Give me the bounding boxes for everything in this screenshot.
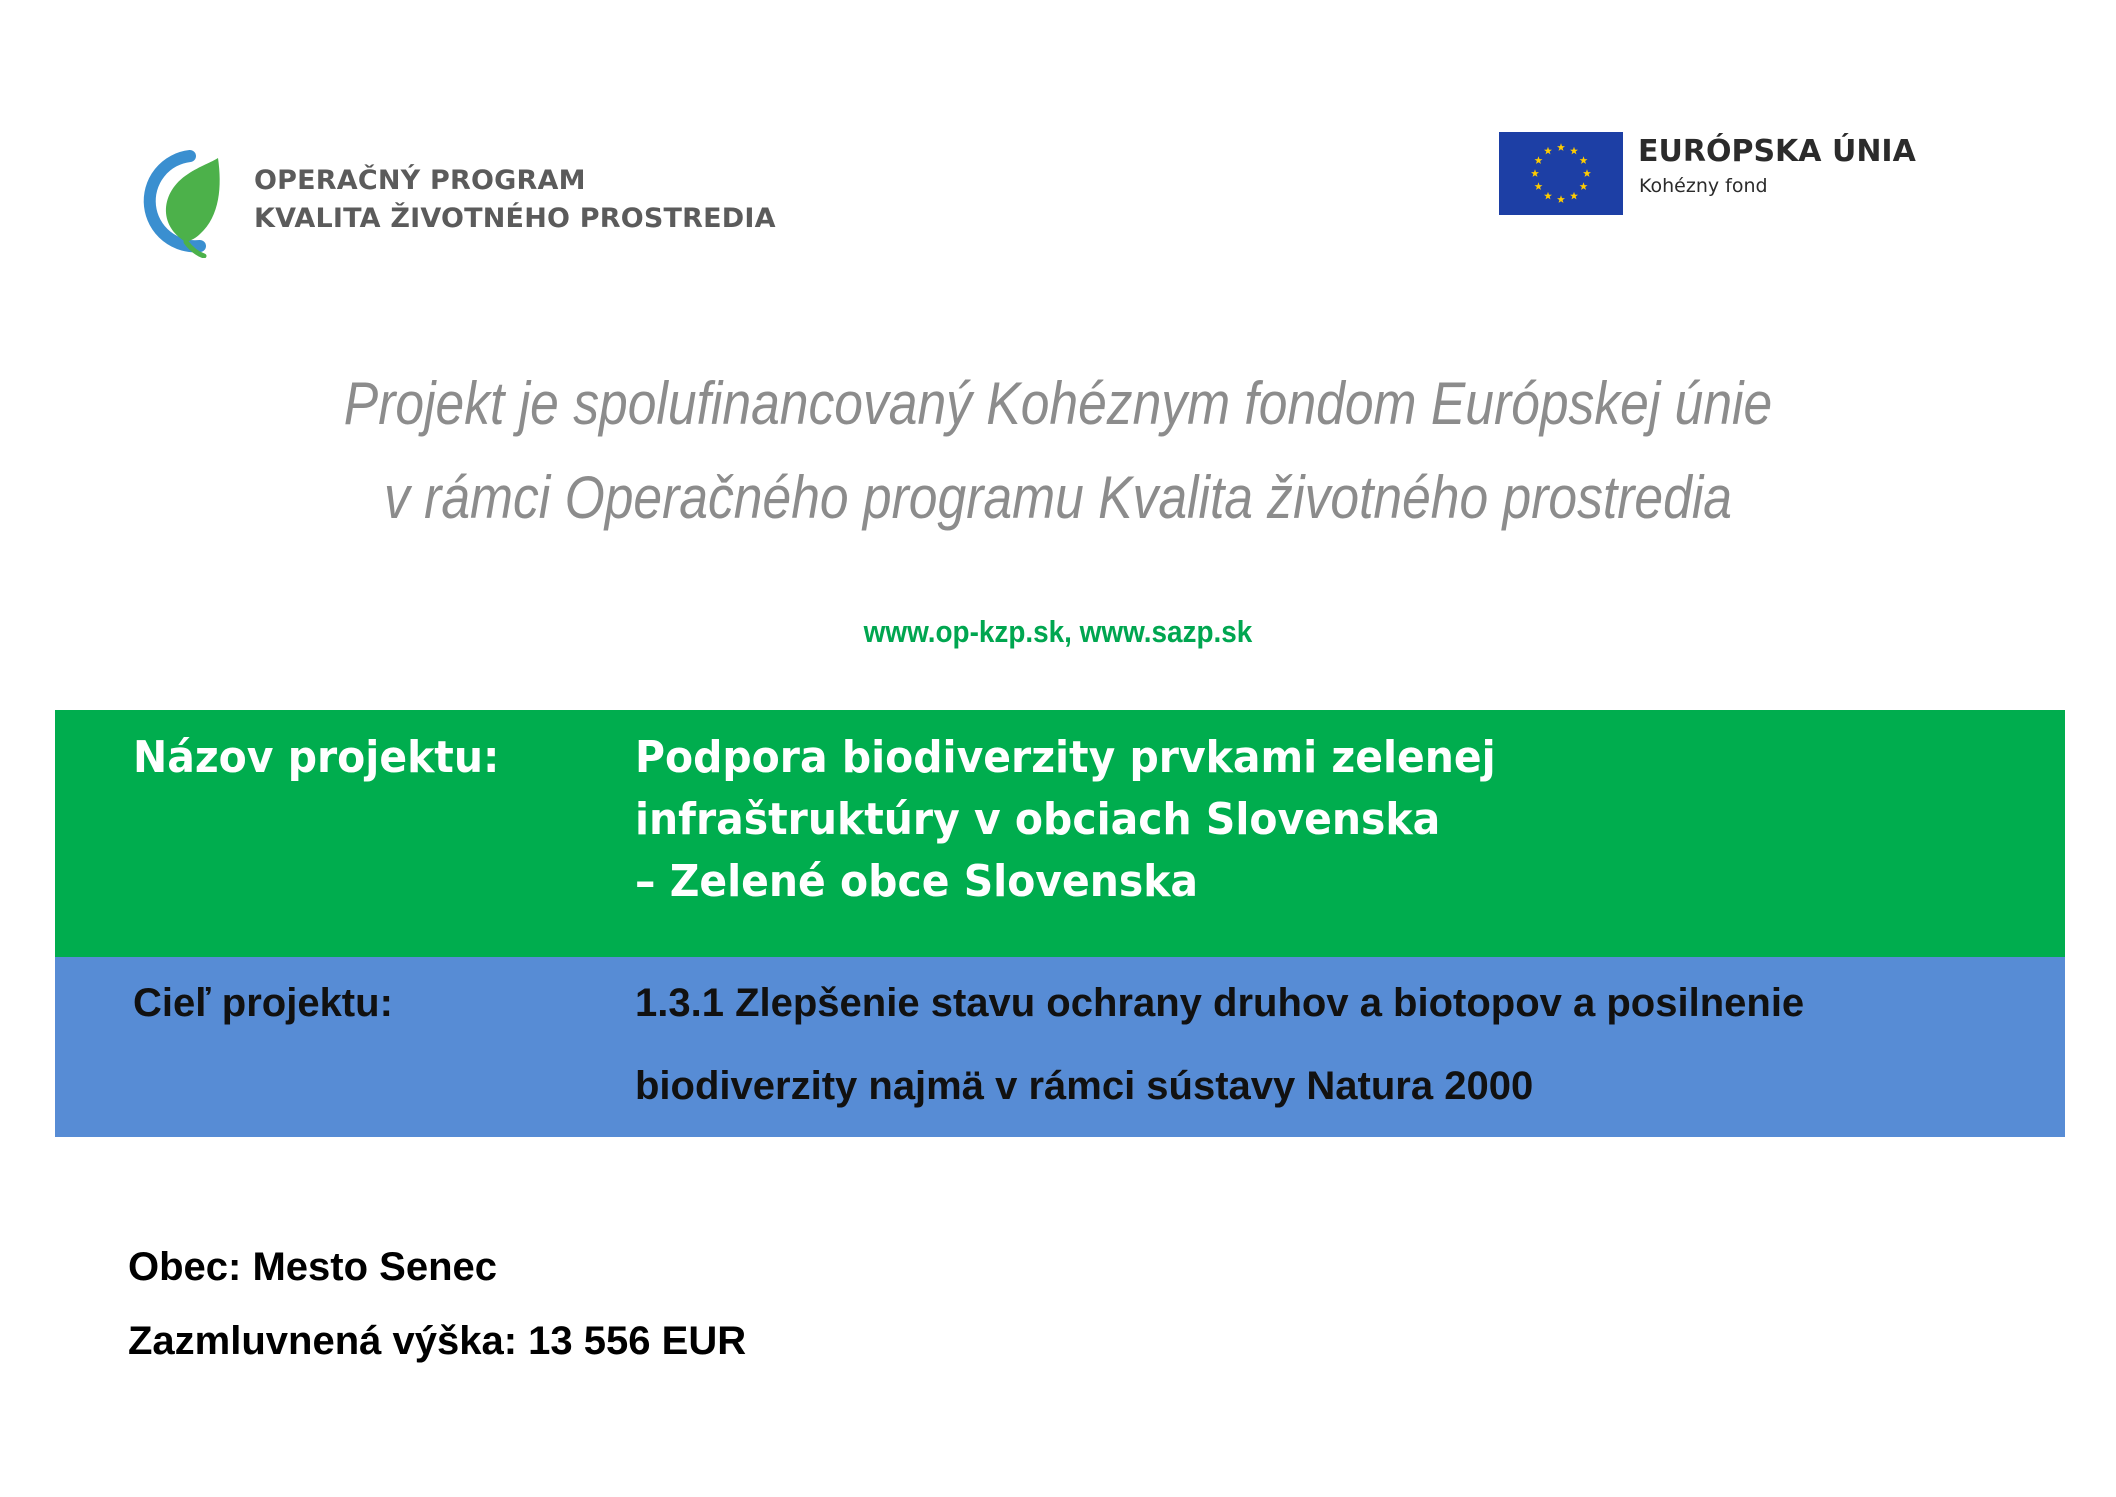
project-name-line: – Zelené obce Slovenska (635, 856, 1199, 907)
op-kzp-leaf-icon (128, 146, 240, 258)
website-links: www.op-kzp.sk, www.sazp.sk (863, 614, 1253, 649)
eu-flag-icon (1499, 132, 1623, 215)
project-goal-line: 1.3.1 Zlepšenie stavu ochrany druhov a biotopov a posilnenie (635, 981, 1805, 1025)
eu-logo-subtitle: Kohézny fond (1639, 175, 1768, 197)
eu-logo-title: EURÓPSKA ÚNIA (1638, 134, 1916, 169)
municipality-text: Obec: Mesto Senec (128, 1245, 498, 1289)
contracted-amount-text: Zazmluvnená výška: 13 556 EUR (128, 1319, 747, 1363)
headline-line2: v rámci Operačného programu Kvalita životného prostredia (383, 464, 1732, 531)
project-name-line: Podpora biodiverzity prvkami zelenej (635, 732, 1496, 783)
project-goal-line: biodiverzity najmä v rámci sústavy Natura 2000 (635, 1064, 1534, 1108)
project-goal-label: Cieľ projektu: (133, 981, 393, 1025)
project-name-band (55, 710, 2065, 957)
eu-logo (1499, 132, 1939, 218)
project-goal-value (635, 975, 1804, 1123)
op-kzp-logo (128, 140, 788, 260)
headline-line1: Projekt je spolufinancovaný Kohéznym fondom Európskej únie (343, 370, 1773, 437)
project-name-label: Názov projektu: (133, 732, 500, 783)
project-name-value (635, 727, 1496, 913)
op-kzp-logo-line1: OPERAČNÝ PROGRAM (254, 165, 586, 196)
project-goal-band (55, 957, 2065, 1137)
op-kzp-logo-line2: KVALITA ŽIVOTNÉHO PROSTREDIA (254, 203, 776, 234)
project-name-line: infraštruktúry v obciach Slovenska (635, 794, 1441, 845)
